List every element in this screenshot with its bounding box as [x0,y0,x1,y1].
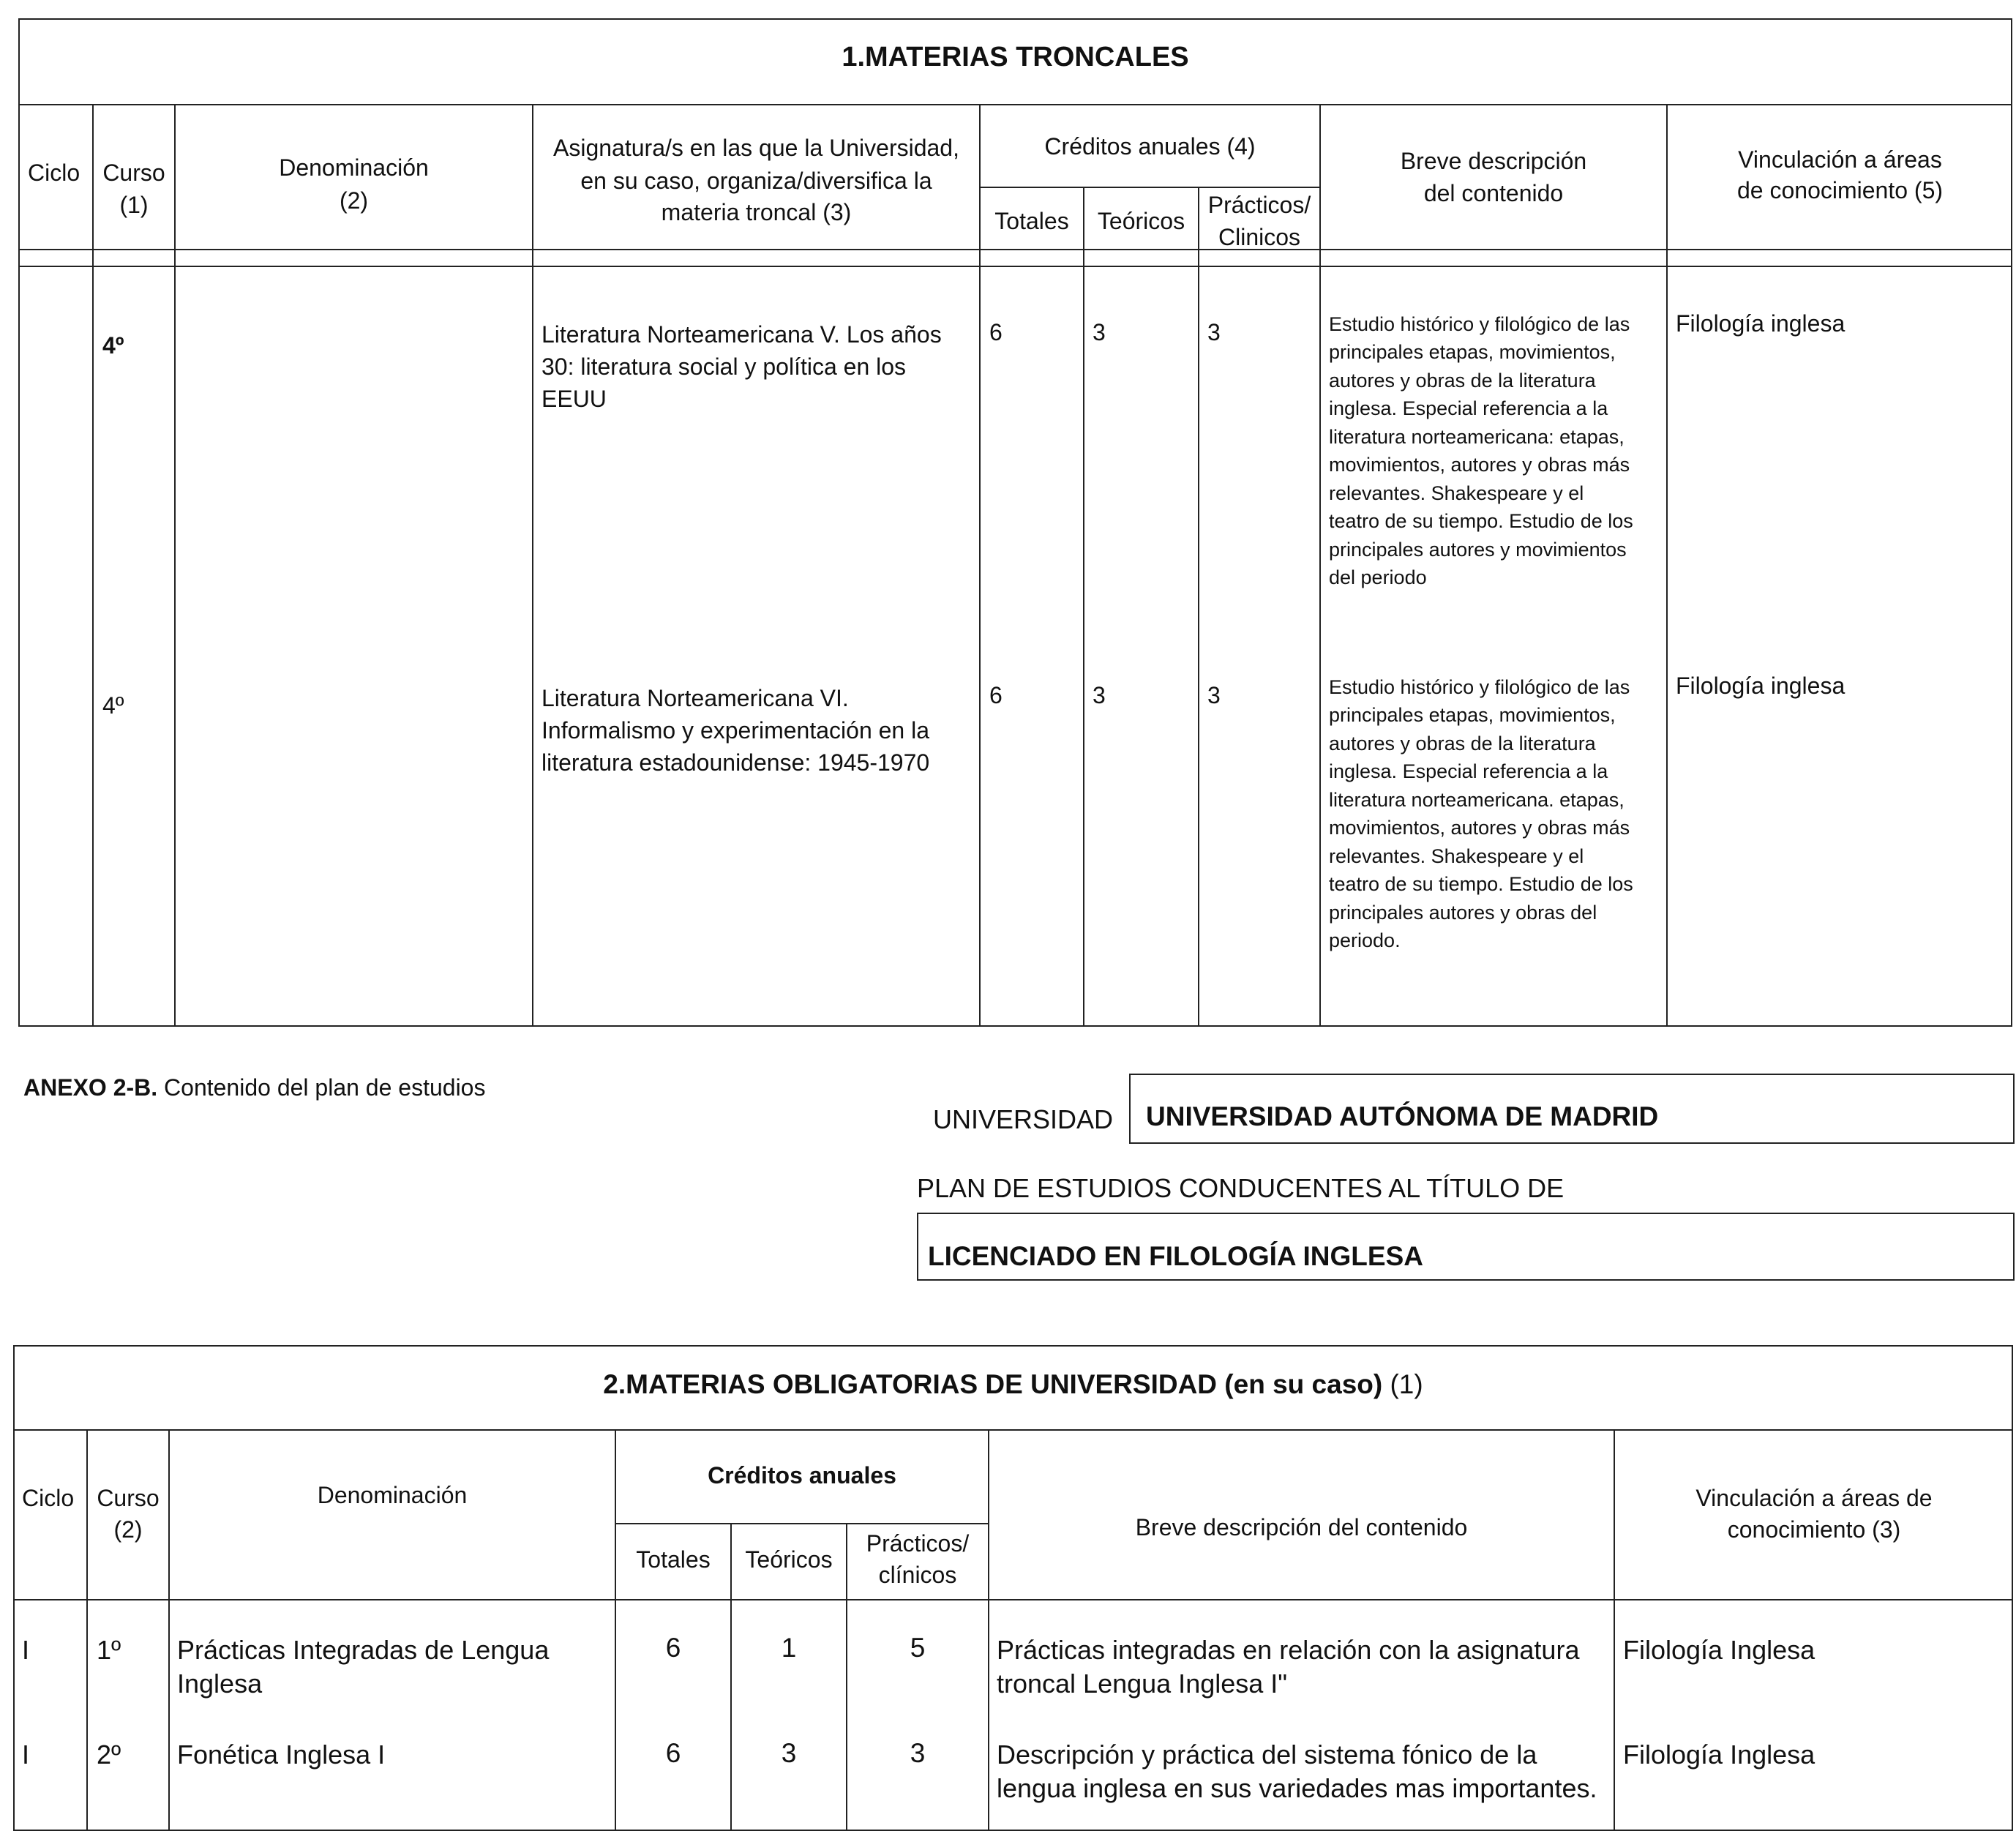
header-curso: Curso [102,160,165,186]
row-area: Filología inglesa [1676,310,1845,337]
row-ciclo: I [22,1635,30,1665]
obligatorias-title-note: (1) [1390,1369,1423,1399]
rule [615,1523,988,1524]
row-descripcion: principales etapas, movimientos, [1329,704,1616,726]
row-denominacion: Prácticas Integradas de Lengua [177,1635,550,1665]
row-area: Filología inglesa [1676,673,1845,699]
rule [1666,104,1668,1027]
row-curso: 4º [102,332,124,359]
row-descripcion: Estudio histórico y filológico de las [1329,676,1630,698]
row-teoricos: 3 [1093,682,1106,708]
row-descripcion: relevantes. Shakespeare y el [1329,482,1584,504]
row-descripcion: movimientos, autores y obras más [1329,817,1630,839]
row-practicos: 5 [910,1633,926,1663]
header-curso-note: (1) [119,192,149,218]
rule [13,1429,2013,1431]
row-practicos: 3 [910,1738,926,1768]
header-vinculacion: Vinculación a áreas de [1695,1485,1933,1511]
rule [174,104,176,1027]
header-teoricos: Teóricos [1097,208,1185,234]
row-area: Filología Inglesa [1623,1635,1815,1665]
plan-label: PLAN DE ESTUDIOS CONDUCENTES AL TÍTULO DE [917,1173,1565,1203]
row-descripcion: inglesa. Especial referencia a la [1329,397,1608,419]
header-vinculacion: de conocimiento (5) [1736,177,1944,203]
header-practicos: Prácticos/ [866,1530,970,1557]
row-descripcion: principales etapas, movimientos, [1329,341,1616,363]
rule [988,1429,989,1831]
row-descripcion: relevantes. Shakespeare y el [1329,845,1584,867]
header-asignaturas: materia troncal (3) [661,199,852,225]
rule [979,187,1319,188]
row-curso: 1º [97,1635,121,1665]
rule [18,266,2012,267]
row-descripcion: periodo. [1329,929,1401,951]
rule [18,249,2012,250]
header-totales: Totales [994,208,1069,234]
row-descripcion: Estudio histórico y filológico de las [1329,313,1630,335]
header-practicos: Clinicos [1218,224,1301,250]
header-denominacion-note: (2) [339,187,369,214]
header-breve: Breve descripción del contenido [1135,1514,1468,1540]
row-teoricos: 3 [1093,319,1106,345]
header-ciclo: Ciclo [22,1485,75,1511]
header-totales: Totales [636,1546,711,1573]
row-denominacion: Inglesa [177,1669,263,1699]
troncales-title: 1.MATERIAS TRONCALES [842,42,1189,72]
row-totales: 6 [989,319,1003,345]
anexo-line [23,1073,485,1102]
header-asignaturas: Asignatura/s en las que la Universidad, [553,135,959,161]
header-creditos: Créditos anuales [708,1462,896,1489]
row-asignatura: Literatura Norteamericana VI. [542,685,849,711]
row-descripcion: autores y obras de la literatura [1329,370,1596,392]
rule [1083,187,1084,1027]
row-practicos: 3 [1207,682,1221,708]
row-asignatura: EEUU [542,386,607,412]
header-denominacion: Denominación [317,1482,468,1508]
rule [92,104,94,1027]
universidad-label: UNIVERSIDAD [933,1104,1114,1134]
row-totales: 6 [665,1738,681,1768]
rule [13,1599,2013,1600]
row-totales: 6 [665,1633,681,1663]
header-creditos: Créditos anuales (4) [1044,133,1256,160]
row-teoricos: 1 [781,1633,797,1663]
rule [18,104,2012,105]
obligatorias-title [13,1370,2013,1399]
obligatorias-title-text: 2.MATERIAS OBLIGATORIAS DE UNIVERSIDAD (en su caso) [603,1369,1383,1399]
rule [979,104,981,1027]
header-ciclo: Ciclo [28,160,80,186]
header-curso: Curso [97,1485,160,1511]
row-denominacion: Fonética Inglesa I [177,1740,386,1770]
row-descripcion: principales autores y obras del [1329,902,1597,924]
header-breve: Breve descripción [1400,148,1587,174]
row-descripcion: troncal Lengua Inglesa I" [997,1669,1288,1699]
row-descripcion: autores y obras de la literatura [1329,733,1596,755]
row-totales: 6 [989,682,1003,708]
header-asignaturas: en su caso, organiza/diversifica la [580,168,932,194]
anexo-label: ANEXO 2-B. [23,1074,158,1101]
row-descripcion: inglesa. Especial referencia a la [1329,760,1608,782]
row-descripcion: literatura norteamericana: etapas, [1329,426,1625,448]
header-breve: del contenido [1423,180,1564,206]
row-asignatura: Literatura Norteamericana V. Los años [542,321,942,348]
row-ciclo: I [22,1740,30,1770]
header-curso-note: (2) [113,1516,143,1543]
row-area: Filología Inglesa [1623,1740,1815,1770]
row-descripcion: movimientos, autores y obras más [1329,454,1630,476]
rule [1198,187,1199,1027]
row-asignatura: 30: literatura social y política en los [542,353,907,380]
universidad-value: UNIVERSIDAD AUTÓNOMA DE MADRID [1146,1101,1659,1131]
row-descripcion: teatro de su tiempo. Estudio de los [1329,510,1633,532]
plan-value: LICENCIADO EN FILOLOGÍA INGLESA [928,1241,1423,1271]
row-descripcion: del periodo [1329,566,1427,588]
row-descripcion: teatro de su tiempo. Estudio de los [1329,873,1633,895]
anexo-text: Contenido del plan de estudios [164,1074,486,1101]
row-curso: 2º [97,1740,121,1770]
header-vinculacion: conocimiento (3) [1727,1516,1901,1543]
rule [1319,104,1321,1027]
row-curso: 4º [102,692,124,719]
header-practicos: Prácticos/ [1207,192,1311,218]
row-descripcion: Descripción y práctica del sistema fónico de la [997,1740,1537,1770]
header-practicos: clínicos [878,1562,957,1588]
row-descripcion: Prácticas integradas en relación con la asignatura [997,1635,1580,1665]
row-practicos: 3 [1207,319,1221,345]
row-teoricos: 3 [781,1738,797,1768]
row-descripcion: literatura norteamericana. etapas, [1329,789,1625,811]
header-teoricos: Teóricos [745,1546,833,1573]
rule [532,104,533,1027]
header-vinculacion: Vinculación a áreas [1738,146,1942,173]
row-descripcion: principales autores y movimientos [1329,539,1627,561]
row-asignatura: literatura estadounidense: 1945-1970 [542,749,930,776]
row-descripcion: lengua inglesa en sus variedades mas importantes. [997,1773,1597,1803]
header-denominacion: Denominación [279,154,429,181]
row-asignatura: Informalismo y experimentación en la [542,717,930,744]
